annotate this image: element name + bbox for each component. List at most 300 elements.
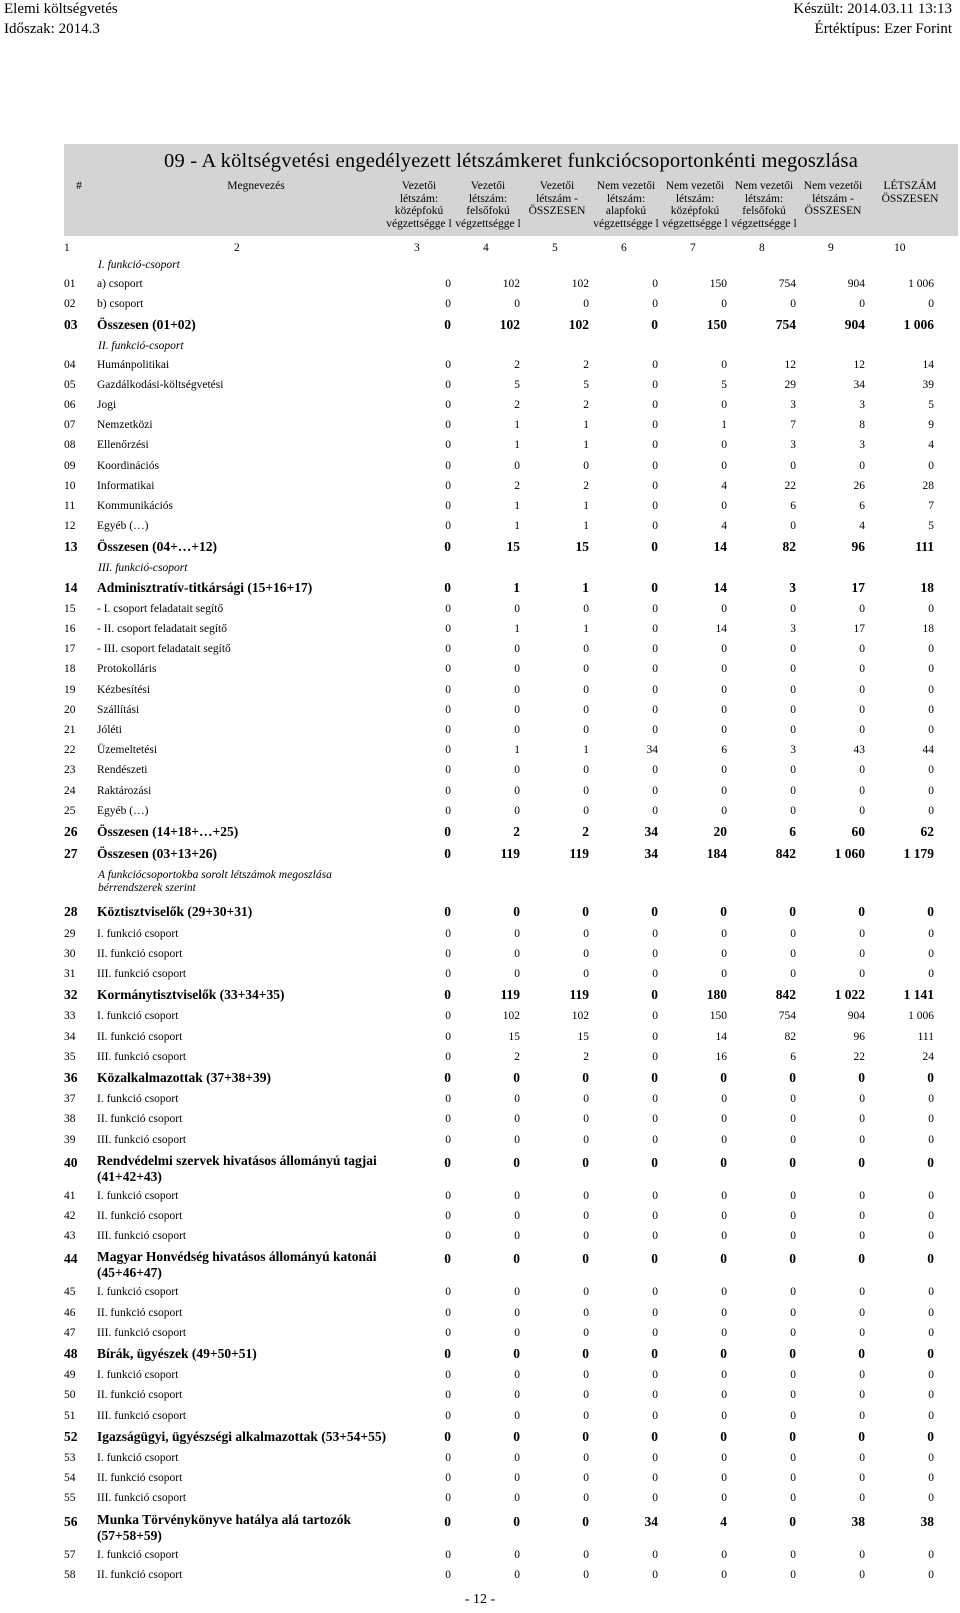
value-cell: 0 bbox=[583, 602, 589, 615]
value-cell: 0 bbox=[514, 1113, 520, 1126]
row-label: I. funkció csoport bbox=[97, 1189, 179, 1202]
value-cell: 38 bbox=[920, 1513, 934, 1529]
table-row bbox=[64, 599, 958, 619]
value-cell: 0 bbox=[721, 1113, 727, 1126]
value-cell: 0 bbox=[652, 1286, 658, 1299]
value-cell: 0 bbox=[652, 278, 658, 290]
value-cell: 0 bbox=[445, 1306, 451, 1319]
value-cell: 0 bbox=[721, 1492, 727, 1505]
value-cell: 0 bbox=[790, 1113, 796, 1126]
note-row bbox=[64, 865, 958, 901]
value-cell: 15 bbox=[508, 1030, 520, 1043]
value-cell: 1 bbox=[514, 439, 520, 452]
row-index: 30 bbox=[64, 947, 76, 960]
value-cell: 0 bbox=[790, 1210, 796, 1222]
value-cell: 0 bbox=[514, 1369, 520, 1382]
row-index: 58 bbox=[64, 1568, 76, 1581]
value-cell: 0 bbox=[859, 1548, 865, 1561]
row-label: Összesen (03+13+26) bbox=[97, 846, 217, 862]
value-cell: 0 bbox=[859, 1306, 865, 1319]
value-cell: 0 bbox=[652, 459, 658, 472]
col-number: 9 bbox=[828, 242, 834, 254]
value-cell: 0 bbox=[445, 1093, 451, 1106]
value-cell: 0 bbox=[652, 784, 658, 797]
table-row bbox=[64, 1047, 958, 1067]
value-cell: 0 bbox=[652, 1306, 658, 1319]
row-label: Összesen (01+02) bbox=[97, 317, 196, 333]
col-header-c9: Nem vezetői létszám - ÖSSZESEN bbox=[803, 180, 863, 217]
value-cell: 1 bbox=[514, 520, 520, 533]
value-cell: 0 bbox=[928, 1189, 934, 1202]
table-row bbox=[64, 1448, 958, 1468]
value-cell: 0 bbox=[583, 1326, 589, 1339]
value-cell: 0 bbox=[858, 1428, 865, 1444]
value-cell: 0 bbox=[928, 947, 934, 960]
value-cell: 0 bbox=[445, 1189, 451, 1202]
value-cell: 0 bbox=[928, 1230, 934, 1243]
value-cell: 904 bbox=[844, 317, 865, 333]
value-cell: 7 bbox=[928, 500, 934, 512]
value-cell: 0 bbox=[720, 1251, 727, 1267]
table-row bbox=[64, 1406, 958, 1426]
value-cell: 904 bbox=[847, 278, 865, 290]
value-cell: 0 bbox=[514, 804, 520, 817]
value-cell: 0 bbox=[652, 764, 658, 777]
value-cell: 1 bbox=[514, 500, 520, 512]
row-label: III. funkció csoport bbox=[97, 1492, 187, 1505]
value-cell: 4 bbox=[721, 520, 727, 533]
row-label: Kormánytisztviselők (33+34+35) bbox=[97, 987, 285, 1003]
table-row bbox=[64, 435, 958, 455]
value-cell: 2 bbox=[583, 1050, 589, 1063]
value-cell: 82 bbox=[782, 539, 796, 555]
col-number: 1 bbox=[64, 242, 70, 254]
value-cell: 0 bbox=[652, 623, 658, 635]
value-cell: 184 bbox=[706, 846, 727, 862]
row-index: 21 bbox=[64, 724, 76, 736]
col-header-c10: LÉTSZÁM ÖSSZESEN bbox=[881, 180, 939, 205]
value-cell: 0 bbox=[790, 663, 796, 676]
value-cell: 0 bbox=[651, 904, 658, 920]
value-cell: 1 bbox=[583, 520, 589, 533]
row-index: 35 bbox=[64, 1050, 76, 1063]
row-index: 28 bbox=[64, 904, 78, 920]
value-cell: 3 bbox=[859, 399, 865, 411]
value-cell: 0 bbox=[445, 1369, 451, 1382]
value-cell: 0 bbox=[790, 1093, 796, 1106]
table-row bbox=[64, 1186, 958, 1206]
row-index: 15 bbox=[64, 602, 76, 615]
value-cell: 2 bbox=[583, 399, 589, 411]
table-row bbox=[64, 740, 958, 760]
value-cell: 0 bbox=[514, 1492, 520, 1505]
value-cell: 0 bbox=[583, 804, 589, 817]
value-cell: 0 bbox=[928, 764, 934, 777]
row-index: 39 bbox=[64, 1133, 76, 1146]
value-cell: 16 bbox=[715, 1050, 727, 1063]
row-label: Rendészeti bbox=[97, 764, 148, 777]
value-cell: 38 bbox=[851, 1513, 865, 1529]
row-label: Üzemeltetési bbox=[97, 744, 158, 757]
value-cell: 0 bbox=[652, 1133, 658, 1146]
value-cell: 0 bbox=[858, 1251, 865, 1267]
row-index: 16 bbox=[64, 623, 76, 635]
value-cell: 96 bbox=[851, 539, 865, 555]
value-cell: 0 bbox=[445, 378, 451, 391]
col-number: 10 bbox=[894, 242, 906, 254]
value-cell: 0 bbox=[859, 1369, 865, 1382]
value-cell: 0 bbox=[583, 703, 589, 716]
value-cell: 0 bbox=[928, 1452, 934, 1464]
value-cell: 754 bbox=[778, 278, 796, 290]
row-index: 23 bbox=[64, 764, 76, 777]
value-cell: 0 bbox=[721, 500, 727, 512]
value-cell: 0 bbox=[652, 358, 658, 371]
page-number: - 12 - bbox=[464, 1592, 496, 1607]
value-cell: 0 bbox=[583, 1093, 589, 1106]
value-cell: 0 bbox=[721, 1472, 727, 1485]
value-cell: 0 bbox=[928, 1548, 934, 1561]
row-label: - II. csoport feladatait segítő bbox=[97, 623, 227, 635]
value-cell: 0 bbox=[928, 643, 934, 656]
value-cell: 0 bbox=[583, 1306, 589, 1319]
value-cell: 0 bbox=[721, 1210, 727, 1222]
value-cell: 0 bbox=[858, 904, 865, 920]
value-cell: 0 bbox=[652, 703, 658, 716]
value-cell: 0 bbox=[445, 419, 451, 432]
value-cell: 0 bbox=[445, 602, 451, 615]
value-cell: 0 bbox=[928, 1492, 934, 1505]
value-cell: 0 bbox=[790, 1133, 796, 1146]
value-cell: 0 bbox=[790, 1389, 796, 1402]
value-cell: 102 bbox=[499, 317, 520, 333]
table-row bbox=[64, 1282, 958, 1302]
value-cell: 0 bbox=[583, 1133, 589, 1146]
value-cell: 0 bbox=[444, 904, 451, 920]
value-cell: 0 bbox=[652, 1369, 658, 1382]
value-cell: 0 bbox=[928, 1133, 934, 1146]
value-cell: 0 bbox=[721, 1326, 727, 1339]
value-cell: 0 bbox=[514, 298, 520, 311]
col-number: 8 bbox=[759, 242, 765, 254]
value-cell: 0 bbox=[721, 1286, 727, 1299]
row-label: I. funkció csoport bbox=[97, 1286, 179, 1299]
value-cell: 0 bbox=[583, 1189, 589, 1202]
value-cell: 754 bbox=[775, 317, 796, 333]
col-number: 5 bbox=[552, 242, 558, 254]
value-cell: 0 bbox=[652, 947, 658, 960]
value-cell: 1 bbox=[583, 744, 589, 757]
value-cell: 0 bbox=[928, 1286, 934, 1299]
row-index: 27 bbox=[64, 846, 78, 862]
table-row bbox=[64, 395, 958, 415]
value-cell: 0 bbox=[928, 602, 934, 615]
value-cell: 0 bbox=[928, 1210, 934, 1222]
value-cell: 0 bbox=[445, 784, 451, 797]
table-row bbox=[64, 1385, 958, 1405]
value-cell: 0 bbox=[721, 399, 727, 411]
row-index: 37 bbox=[64, 1093, 76, 1106]
row-label: Összesen (04+…+12) bbox=[97, 539, 217, 555]
col-number: 3 bbox=[414, 242, 420, 254]
value-cell: 0 bbox=[445, 1030, 451, 1043]
row-index: 06 bbox=[64, 399, 76, 411]
row-index: 26 bbox=[64, 824, 78, 839]
row-label: Bírák, ügyészek (49+50+51) bbox=[97, 1346, 257, 1361]
value-cell: 6 bbox=[859, 500, 865, 512]
row-index: 14 bbox=[64, 579, 78, 595]
value-cell: 0 bbox=[790, 1452, 796, 1464]
row-index: 33 bbox=[64, 1010, 76, 1023]
value-cell: 0 bbox=[928, 1409, 934, 1422]
value-cell: 8 bbox=[859, 419, 865, 432]
value-cell: 0 bbox=[790, 520, 796, 533]
col-header-c4: Vezetői létszám: felsőfokú végzettségge l bbox=[455, 180, 521, 230]
value-cell: 2 bbox=[514, 479, 520, 492]
value-cell: 0 bbox=[790, 1189, 796, 1202]
value-cell: 0 bbox=[790, 784, 796, 797]
value-cell: 0 bbox=[445, 1568, 451, 1581]
value-cell: 34 bbox=[646, 744, 658, 757]
value-cell: 0 bbox=[721, 1409, 727, 1422]
row-index: 43 bbox=[64, 1230, 76, 1243]
value-cell: 0 bbox=[859, 764, 865, 777]
value-cell: 0 bbox=[445, 298, 451, 311]
value-cell: 0 bbox=[859, 1389, 865, 1402]
value-cell: 0 bbox=[445, 1230, 451, 1243]
value-cell: 0 bbox=[652, 927, 658, 940]
table-row bbox=[64, 659, 958, 679]
row-label: Köztisztviselők (29+30+31) bbox=[97, 904, 253, 920]
value-cell: 0 bbox=[445, 1409, 451, 1422]
value-cell: 1 141 bbox=[903, 987, 934, 1003]
value-cell: 0 bbox=[790, 298, 796, 311]
table-row bbox=[64, 984, 958, 1006]
value-cell: 0 bbox=[859, 1210, 865, 1222]
value-cell: 44 bbox=[922, 744, 934, 757]
row-index: 54 bbox=[64, 1472, 76, 1485]
row-label: Szállítási bbox=[97, 703, 140, 716]
value-cell: 0 bbox=[445, 1210, 451, 1222]
value-cell: 0 bbox=[721, 804, 727, 817]
value-cell: 0 bbox=[859, 1113, 865, 1126]
value-cell: 0 bbox=[652, 724, 658, 736]
value-cell: 0 bbox=[790, 947, 796, 960]
value-cell: 0 bbox=[445, 947, 451, 960]
value-cell: 15 bbox=[577, 1030, 589, 1043]
value-cell: 0 bbox=[445, 1113, 451, 1126]
value-cell: 0 bbox=[927, 1154, 934, 1170]
value-cell: 0 bbox=[859, 1492, 865, 1505]
value-cell: 0 bbox=[790, 1230, 796, 1243]
value-cell: 0 bbox=[652, 1548, 658, 1561]
row-label: Nemzetközi bbox=[97, 419, 153, 432]
row-label: Igazságügyi, ügyészségi alkalmazottak (53+54+55) bbox=[97, 1428, 387, 1444]
value-cell: 0 bbox=[514, 1210, 520, 1222]
row-label: I. funkció csoport bbox=[97, 1369, 179, 1382]
row-label: II. funkció csoport bbox=[97, 1030, 183, 1043]
table-row bbox=[64, 843, 958, 865]
row-index: 41 bbox=[64, 1189, 76, 1202]
value-cell: 4 bbox=[928, 439, 934, 452]
value-cell: 0 bbox=[928, 784, 934, 797]
value-cell: 0 bbox=[652, 1492, 658, 1505]
value-cell: 0 bbox=[928, 724, 934, 736]
value-cell: 0 bbox=[652, 1568, 658, 1581]
value-cell: 180 bbox=[706, 987, 727, 1003]
value-cell: 6 bbox=[789, 824, 796, 839]
value-cell: 0 bbox=[445, 479, 451, 492]
row-index: 22 bbox=[64, 744, 76, 757]
col-header-index: # bbox=[76, 180, 82, 192]
value-cell: 0 bbox=[445, 1133, 451, 1146]
value-cell: 0 bbox=[582, 1428, 589, 1444]
value-cell: 0 bbox=[583, 1548, 589, 1561]
value-cell: 0 bbox=[859, 927, 865, 940]
value-cell: 22 bbox=[784, 479, 796, 492]
value-cell: 1 060 bbox=[834, 846, 865, 862]
value-cell: 0 bbox=[652, 1472, 658, 1485]
value-cell: 0 bbox=[859, 724, 865, 736]
value-cell: 0 bbox=[859, 703, 865, 716]
value-cell: 0 bbox=[789, 1070, 796, 1085]
value-cell: 0 bbox=[445, 1389, 451, 1402]
value-cell: 0 bbox=[720, 1154, 727, 1170]
value-cell: 0 bbox=[513, 904, 520, 920]
table-row bbox=[64, 456, 958, 476]
value-cell: 0 bbox=[928, 703, 934, 716]
value-cell: 34 bbox=[644, 846, 658, 862]
value-cell: 0 bbox=[445, 744, 451, 757]
row-index: 08 bbox=[64, 439, 76, 452]
value-cell: 39 bbox=[922, 378, 934, 391]
value-cell: 0 bbox=[858, 1346, 865, 1361]
value-cell: 0 bbox=[514, 724, 520, 736]
row-label: Gazdálkodási-költségvetési bbox=[97, 378, 224, 391]
value-cell: 0 bbox=[652, 378, 658, 391]
value-cell: 111 bbox=[917, 1030, 934, 1043]
value-cell: 0 bbox=[514, 1452, 520, 1464]
value-cell: 0 bbox=[721, 927, 727, 940]
value-cell: 0 bbox=[445, 663, 451, 676]
value-cell: 1 bbox=[514, 623, 520, 635]
table-row bbox=[64, 720, 958, 740]
table-row bbox=[64, 901, 958, 923]
value-cell: 0 bbox=[790, 1409, 796, 1422]
value-cell: 6 bbox=[721, 744, 727, 757]
table-row bbox=[64, 1027, 958, 1047]
row-index: 11 bbox=[64, 500, 76, 512]
col-number: 6 bbox=[621, 242, 627, 254]
value-cell: 0 bbox=[444, 1513, 451, 1529]
value-cell: 0 bbox=[514, 764, 520, 777]
value-cell: 0 bbox=[651, 317, 658, 333]
table-row bbox=[64, 680, 958, 700]
row-label: Raktározási bbox=[97, 784, 152, 797]
value-cell: 2 bbox=[514, 399, 520, 411]
value-cell: 0 bbox=[583, 1472, 589, 1485]
row-label: A funkciócsoportokba sorolt létszámok megoszlása bérrendszerek szerint bbox=[98, 869, 332, 895]
value-cell: 4 bbox=[859, 520, 865, 533]
value-cell: 0 bbox=[721, 764, 727, 777]
row-index: 29 bbox=[64, 927, 76, 940]
value-cell: 0 bbox=[928, 459, 934, 472]
value-cell: 0 bbox=[652, 1189, 658, 1202]
value-cell: 5 bbox=[514, 378, 520, 391]
value-cell: 0 bbox=[445, 520, 451, 533]
report-type: Elemi költségvetés bbox=[4, 1, 118, 17]
value-cell: 0 bbox=[859, 968, 865, 980]
row-label: Kommunikációs bbox=[97, 500, 174, 512]
value-cell: 119 bbox=[569, 846, 589, 862]
value-cell: 0 bbox=[790, 724, 796, 736]
value-cell: 119 bbox=[500, 987, 520, 1003]
row-label: I. funkció csoport bbox=[97, 1010, 179, 1023]
table-row bbox=[64, 496, 958, 516]
value-cell: 0 bbox=[928, 663, 934, 676]
value-cell: 0 bbox=[444, 539, 451, 555]
value-cell: 0 bbox=[651, 1070, 658, 1085]
value-cell: 0 bbox=[859, 1133, 865, 1146]
value-cell: 12 bbox=[853, 358, 865, 371]
value-cell: 15 bbox=[575, 539, 589, 555]
value-cell: 0 bbox=[445, 1548, 451, 1561]
value-cell: 0 bbox=[583, 1568, 589, 1581]
value-cell: 0 bbox=[583, 663, 589, 676]
value-cell: 1 bbox=[583, 623, 589, 635]
value-cell: 20 bbox=[713, 824, 727, 839]
value-cell: 0 bbox=[720, 1428, 727, 1444]
value-cell: 0 bbox=[652, 1230, 658, 1243]
value-cell: 96 bbox=[853, 1030, 865, 1043]
value-cell: 102 bbox=[502, 278, 520, 290]
table-row bbox=[64, 801, 958, 821]
value-cell: 119 bbox=[500, 846, 520, 862]
value-cell: 82 bbox=[784, 1030, 796, 1043]
value-cell: 0 bbox=[445, 724, 451, 736]
value-cell: 0 bbox=[514, 1409, 520, 1422]
value-cell: 7 bbox=[790, 419, 796, 432]
row-label: III. funkció-csoport bbox=[98, 561, 188, 574]
value-cell: 0 bbox=[582, 1251, 589, 1267]
value-cell: 0 bbox=[789, 1428, 796, 1444]
table-row bbox=[64, 355, 958, 375]
row-label: II. funkció csoport bbox=[97, 1306, 183, 1319]
value-cell: 0 bbox=[514, 784, 520, 797]
value-cell: 0 bbox=[790, 1568, 796, 1581]
value-cell: 0 bbox=[721, 439, 727, 452]
table-row bbox=[64, 1226, 958, 1246]
value-cell: 4 bbox=[721, 479, 727, 492]
value-cell: 1 006 bbox=[908, 278, 934, 290]
table-row bbox=[64, 1246, 958, 1282]
value-cell: 0 bbox=[583, 1452, 589, 1464]
row-label: III. funkció csoport bbox=[97, 1409, 187, 1422]
value-cell: 0 bbox=[444, 824, 451, 839]
value-cell: 2 bbox=[514, 1050, 520, 1063]
value-cell: 0 bbox=[445, 804, 451, 817]
value-cell: 0 bbox=[444, 317, 451, 333]
value-cell: 5 bbox=[928, 520, 934, 533]
row-label: Humánpolitikai bbox=[97, 358, 170, 371]
value-cell: 0 bbox=[583, 1113, 589, 1126]
value-cell: 0 bbox=[513, 1513, 520, 1529]
value-cell: 14 bbox=[922, 358, 934, 371]
value-cell: 0 bbox=[582, 1346, 589, 1361]
value-cell: 0 bbox=[445, 399, 451, 411]
row-index: 10 bbox=[64, 479, 76, 492]
table-row bbox=[64, 1343, 958, 1365]
